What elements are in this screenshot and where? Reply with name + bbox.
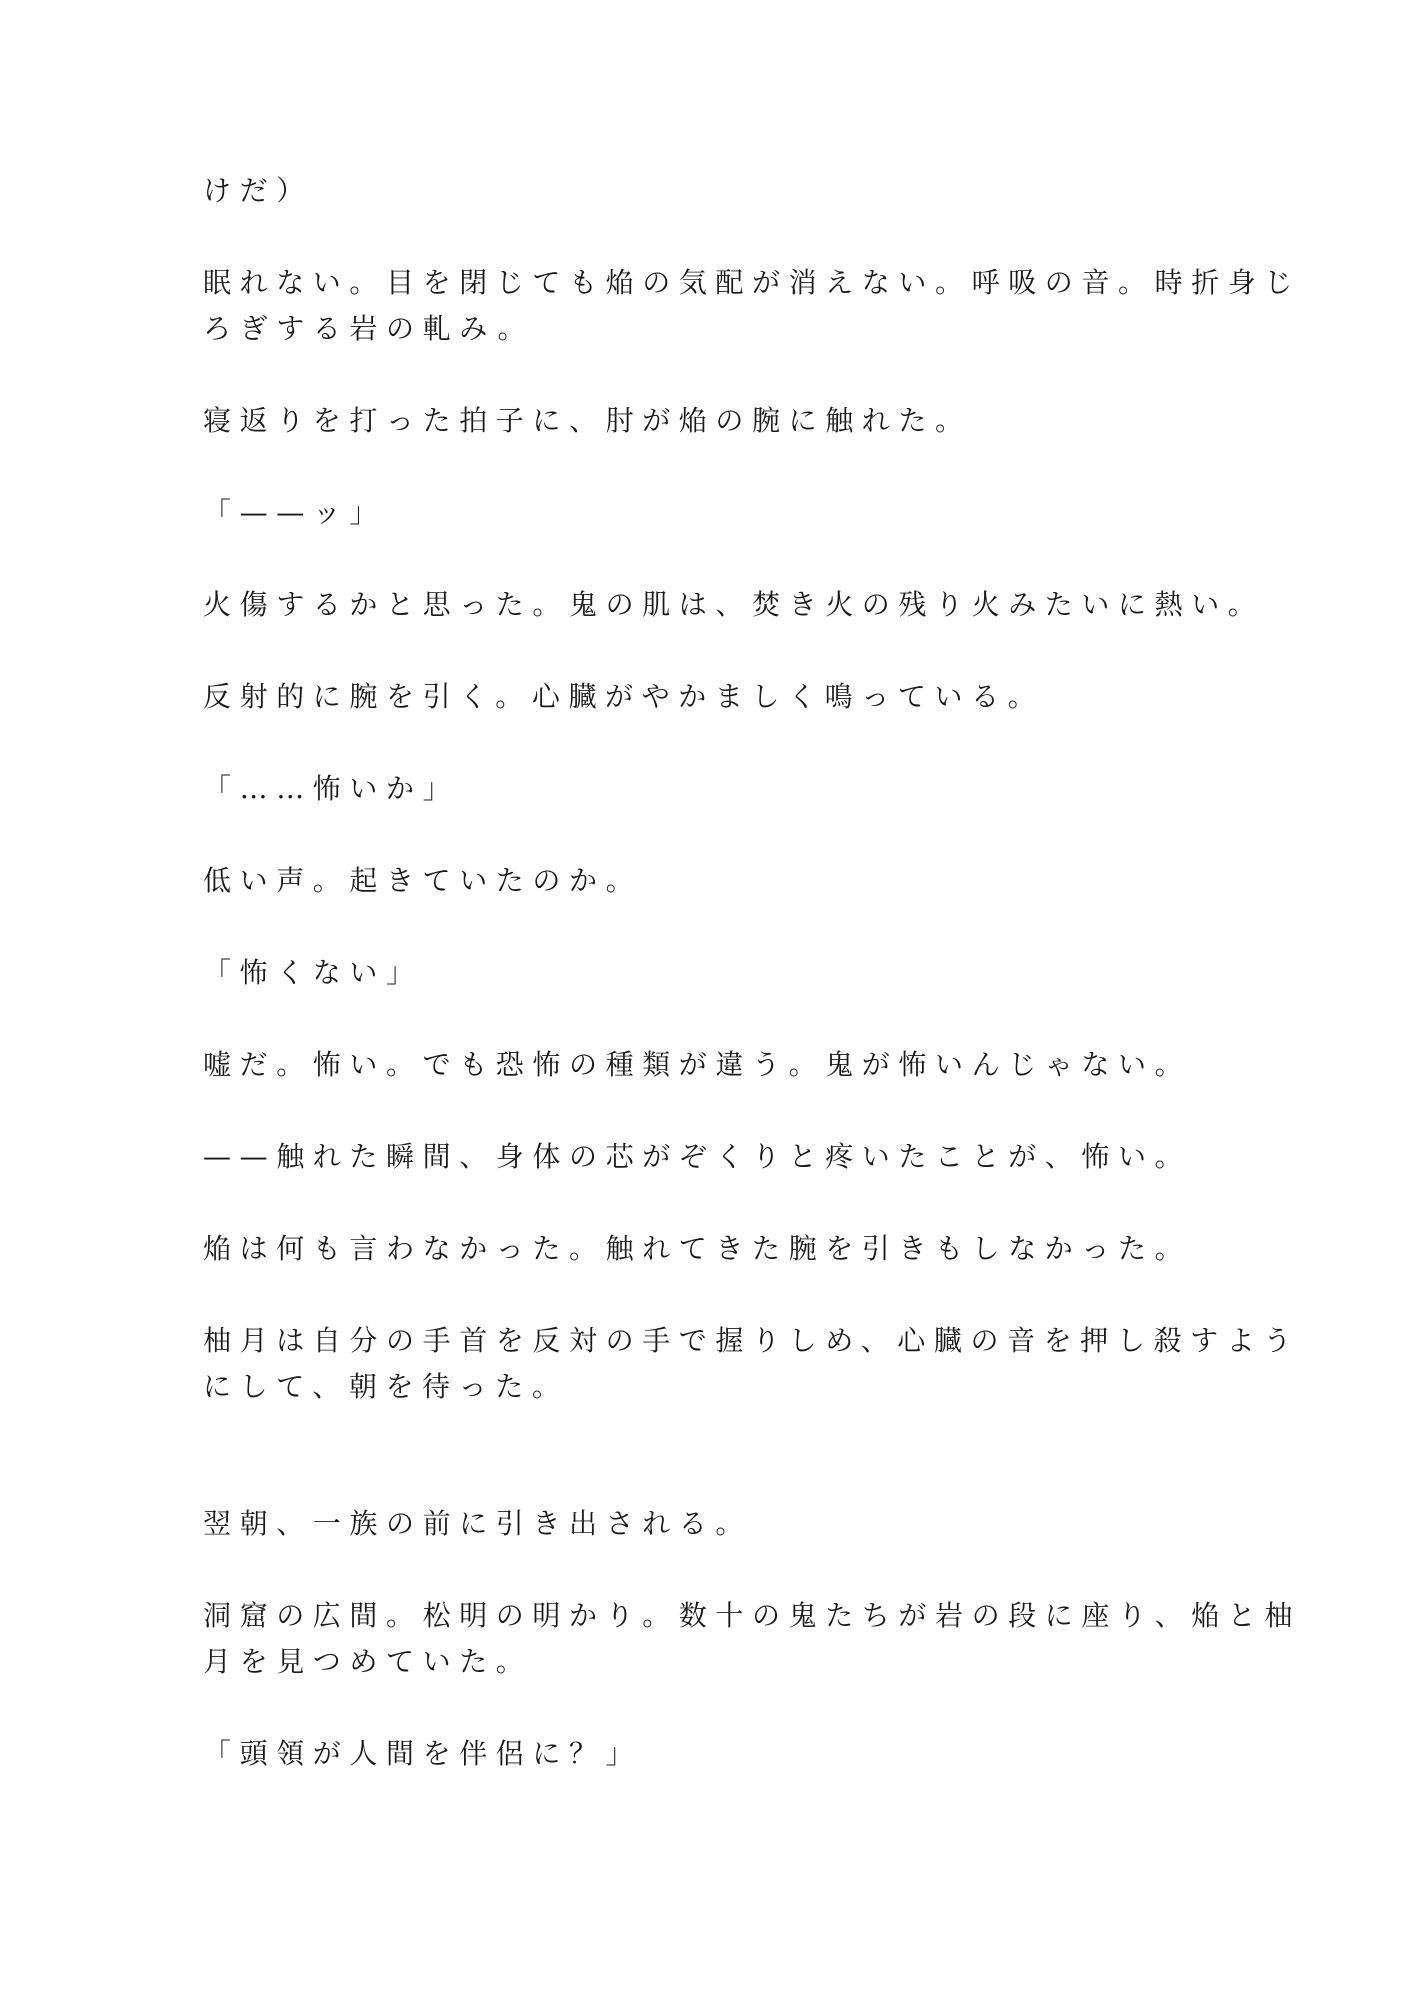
text-line: 嘘だ。怖い。でも恐怖の種類が違う。鬼が怖いんじゃない。 bbox=[203, 1048, 1192, 1081]
text-line: にして、朝を待った。 bbox=[203, 1370, 569, 1403]
paragraph-13 bbox=[203, 1318, 1300, 1410]
text-line: 柚月は自分の手首を反対の手で握りしめ、心臓の音を押し殺すよう bbox=[203, 1324, 1300, 1357]
text-line: 眠れない。目を閉じても焔の気配が消えない。呼吸の音。時折身じ bbox=[203, 266, 1302, 299]
paragraph-15 bbox=[203, 1593, 1302, 1685]
paragraph-1 bbox=[203, 168, 1213, 214]
text-line: 「……怖いか」 bbox=[203, 772, 460, 805]
text-line: ろぎする岩の軋み。 bbox=[203, 312, 535, 345]
paragraph-2 bbox=[203, 260, 1302, 352]
paragraph-9 bbox=[203, 950, 1213, 996]
paragraph-3 bbox=[203, 398, 1213, 444]
text-line: 寝返りを打った拍子に、肘が焔の腕に触れた。 bbox=[203, 404, 972, 437]
text-line: 焔は何も言わなかった。触れてきた腕を引きもしなかった。 bbox=[203, 1232, 1192, 1265]
text-line: 低い声。起きていたのか。 bbox=[203, 864, 643, 897]
text-line: 翌朝、一族の前に引き出される。 bbox=[203, 1507, 753, 1540]
paragraph-7 bbox=[203, 766, 1213, 812]
text-line: 反射的に腕を引く。心臓がやかましく鳴っている。 bbox=[203, 680, 1045, 713]
paragraph-6 bbox=[203, 674, 1213, 720]
paragraph-11 bbox=[203, 1134, 1213, 1180]
text-line: 火傷するかと思った。鬼の肌は、焚き火の残り火みたいに熱い。 bbox=[203, 588, 1265, 621]
text-line: 洞窟の広間。松明の明かり。数十の鬼たちが岩の段に座り、焔と柚 bbox=[203, 1599, 1302, 1632]
paragraph-16 bbox=[203, 1731, 1213, 1777]
text-line: 「頭領が人間を伴侶に？」 bbox=[203, 1737, 643, 1770]
text-line: 「——ッ」 bbox=[203, 496, 387, 529]
paragraph-5 bbox=[203, 582, 1265, 628]
paragraph-14 bbox=[203, 1501, 1213, 1547]
text-line: 「怖くない」 bbox=[203, 956, 423, 989]
text-line: けだ） bbox=[203, 174, 313, 207]
text-line: 月を見つめていた。 bbox=[203, 1645, 533, 1678]
paragraph-8 bbox=[203, 858, 1213, 904]
paragraph-4 bbox=[203, 490, 1213, 536]
paragraph-12 bbox=[203, 1226, 1213, 1272]
paragraph-10 bbox=[203, 1042, 1213, 1088]
text-line: ——触れた瞬間、身体の芯がぞくりと疼いたことが、怖い。 bbox=[203, 1140, 1192, 1173]
